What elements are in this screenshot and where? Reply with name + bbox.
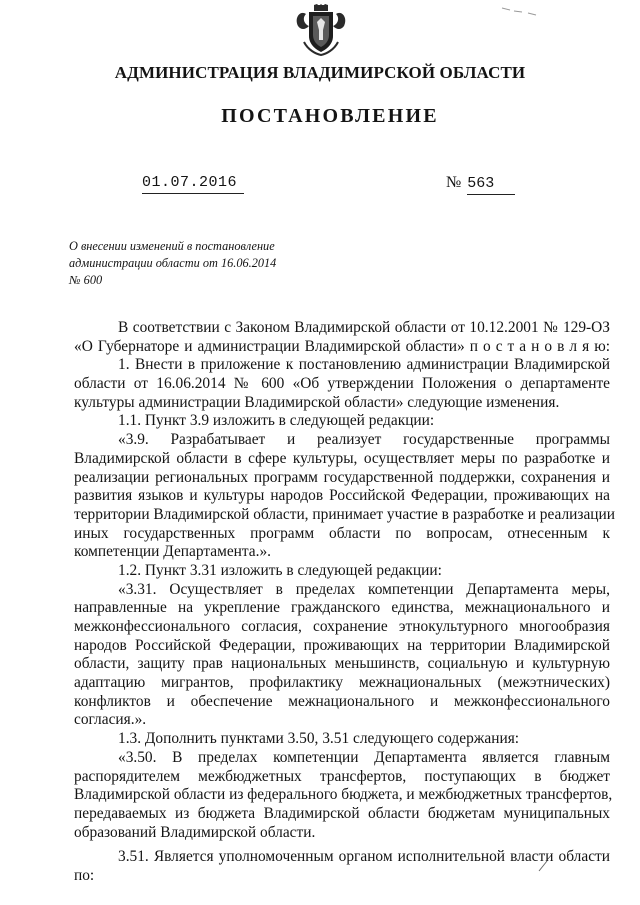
body-line: В соответствии с Законом Владимирской области от 10.12.2001 № 129-ОЗ <box>118 319 610 336</box>
body-line: иных государственных программ области по вопросам, отнесенным к <box>74 524 610 542</box>
coat-of-arms-icon <box>292 4 350 56</box>
body-line: 1.2. Пункт 3.31 изложить в следующей редакции: <box>118 561 442 579</box>
body-line: «3.9. Разрабатывает и реализует государственные программы <box>118 431 610 449</box>
body-line: передаваемых из бюджета Владимирской области бюджетам муниципальных <box>74 804 610 822</box>
body-line: «3.50. В пределах компетенции Департамента является главным <box>118 748 610 766</box>
body-line: по: <box>74 866 95 884</box>
body-line: развития языков и культуры народов Российской Федерации, проживающих на <box>74 487 610 505</box>
body-line: «О Губернаторе и администрации Владимирской области» п о с т а н о в л я ю: <box>74 337 610 355</box>
subject-line: № 600 <box>69 273 103 287</box>
body-line: распорядителем межбюджетных трансфертов, поступающих в бюджет <box>74 767 610 785</box>
body-line: Владимирской области из федерального бюджета, и межбюджетных трансфертов, <box>74 786 613 804</box>
number-label: № <box>446 174 462 191</box>
body-line: компетенции Департамента.». <box>74 543 272 561</box>
body-line: адаптацию мигрантов, профилактику межнациональных (межэтнических) <box>74 674 610 692</box>
body-line: реализации региональных программ государственной поддержки, сохранения и <box>74 468 610 486</box>
number-value: 563 <box>467 175 515 195</box>
authority-title: АДМИНИСТРАЦИЯ ВЛАДИМИРСКОЙ ОБЛАСТИ <box>114 63 526 82</box>
body-line: образований Владимирской области. <box>74 823 316 841</box>
document-body <box>74 319 616 886</box>
body-line: межконфессионального согласия, сохранение этнокультурного многообразия <box>74 618 610 635</box>
scan-mark-icon <box>535 855 555 875</box>
body-line: 1. Внести в приложение к постановлению администрации Владимирской <box>118 356 610 374</box>
body-line: территории Владимирской области, принимает участие в разработке и реализации <box>74 505 616 523</box>
body-line: 1.1. Пункт 3.9 изложить в следующей редакции: <box>118 412 435 430</box>
document-subject <box>69 238 309 289</box>
body-line: культуры администрации Владимирской области» следующие изменения. <box>74 393 560 411</box>
subject-line: О внесении изменений в постановление <box>69 239 275 253</box>
body-line: согласия.». <box>74 711 147 729</box>
body-line: «3.31. Осуществляет в пределах компетенции Департамента меры, <box>118 580 610 598</box>
scan-mark-icon <box>500 2 540 18</box>
body-line: области, защиту прав национальных меньшинств, социальную и культурную <box>74 655 610 673</box>
document-number <box>446 174 515 195</box>
body-line: области от 16.06.2014 № 600 «Об утверждении Положения о департаменте <box>74 375 610 393</box>
document-type: ПОСТАНОВЛЕНИЕ <box>221 105 439 127</box>
subject-line: администрации области от 16.06.2014 <box>69 256 277 270</box>
body-line: 1.3. Дополнить пунктами 3.50, 3.51 следующего содержания: <box>118 730 520 748</box>
body-line: конфликтов и обеспечение межнационального и межконфессионального <box>74 692 610 710</box>
body-line: 3.51. Является уполномоченным органом исполнительной власти области <box>118 848 610 866</box>
body-line: Владимирской области в сфере культуры, осуществляет меры по разработке и <box>74 449 610 467</box>
document-date: 01.07.2016 <box>142 174 244 194</box>
body-line: народов Российской Федерации, проживающих на территории Владимирской <box>74 636 610 654</box>
body-line: направленные на укрепление гражданского единства, межнационального и <box>74 599 610 617</box>
